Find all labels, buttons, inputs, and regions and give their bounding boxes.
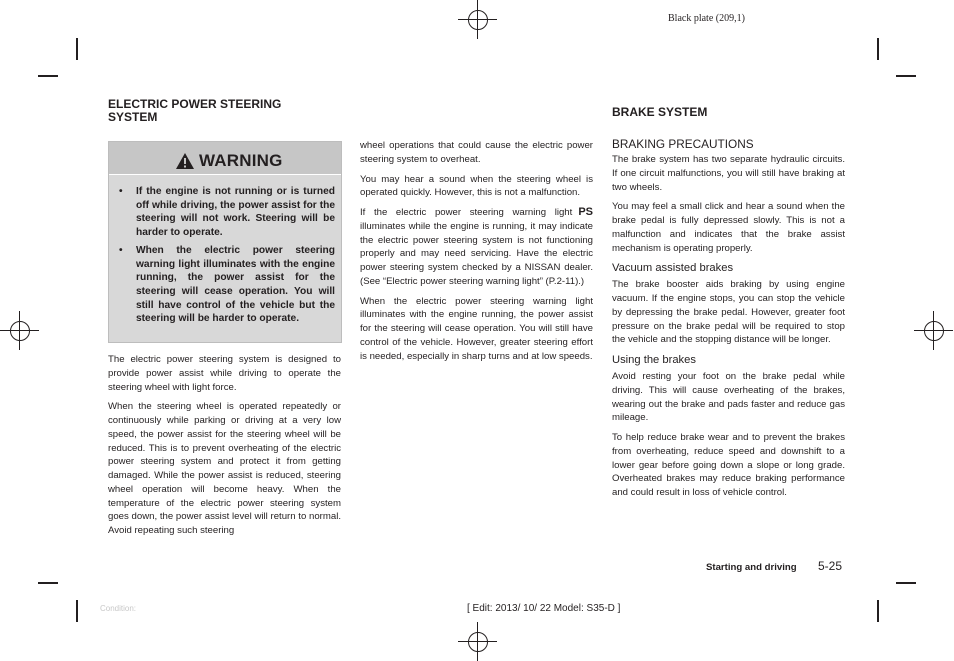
registration-mark-right [914,311,953,350]
paragraph: You may feel a small click and hear a sound when the brake pedal is fully depressed slowly. This is not a malfunction and indicates that the brake assist mechanism is operating properly. [612,201,845,254]
warning-item: • If the engine is not running or is turned off while driving, the power assist for the steering will not work. Steering will be harder to operate. [117,185,335,240]
warning-header [109,142,341,175]
paragraph: When the electric power steering warning light illuminates with the engine running, the power assist for the steering will cease operation. You will still have control of the vehicle. However, greater steering effort is needed, especially in sharp turns and at low speeds. [360,295,593,362]
eps-heading-line1: ELECTRIC POWER STEERING [108,97,282,111]
eps-heading-line2: SYSTEM [108,110,158,124]
eps-heading [108,98,348,124]
warning-box [108,141,342,343]
warning-triangle-icon [175,152,195,170]
paragraph: The brake system has two separate hydraulic circuits. If one circuit malfunctions, you will still have braking at two wheels. [612,154,845,193]
braking-precautions-heading: BRAKING PRECAUTIONS [612,137,754,151]
page-number: 5-25 [818,559,843,573]
crop-mark [76,38,78,60]
crop-mark [877,600,879,622]
paragraph: The brake booster aids braking by using engine vacuum. If the engine stops, you can stop the vehicle by depressing the brake pedal. However, greater foot pressure on the brake pedal will be required to stop the vehicle and the stopping distance will be longer. [612,279,845,346]
registration-mark-top [458,0,497,39]
right-column-body [612,137,845,506]
crop-mark [76,600,78,622]
registration-mark-left [0,311,39,350]
paragraph: The electric power steering system is designed to provide power assist while driving to operate the steering wheel with light force. [108,354,341,393]
footer-section-title: Starting and driving [706,562,797,573]
paragraph: To help reduce brake wear and to prevent the brakes from overheating, reduce speed and downshift to a lower gear before going down a slope or long grade. Overheated brakes may reduce braking performance and could result in loss of vehicle control. [612,432,845,498]
vacuum-brakes-heading: Vacuum assisted brakes [612,262,734,275]
paragraph: When the steering wheel is operated repeatedly or continuously while parking or driving at a very low speed, the power assist for the steering wheel will be reduced. This is to prevent overheating of the electric power steering system and protect it from getting damaged. While the power assist is reduced, steering wheel operation will become heavy. When the temperature of the electric power steering system goes down, the power assist level will return to normal. Avoid repeating such steering [108,401,341,536]
crop-mark [38,75,58,77]
registration-mark-bottom [458,622,497,661]
warning-title: WARNING [199,151,283,170]
left-column-body [108,353,341,544]
warning-item: • When the electric power steering warning light illuminates with the engine running, the power assist for the steering will cease operation. You will still have control of the vehicle but the steering will be harder to operate. [117,244,335,326]
paragraph: Avoid resting your foot on the brake pedal while driving. This will cause overheating of the brakes, wearing out the brake and pads faster and reduce gas mileage. [612,371,845,424]
warning-list [117,185,335,330]
condition-label: Condition: [100,604,137,613]
paragraph [360,206,593,289]
paragraph: wheel operations that could cause the electric power steering system to overheat. [360,140,593,165]
crop-mark [877,38,879,60]
crop-mark [896,582,916,584]
crop-mark [896,75,916,77]
paragraph-text: If the electric power steering warning light illuminates while the engine is running, it may indicate the electric power steering system is not functioning properly and may need servicing. Have the electric power steering system checked by a NISSAN dealer. (See “Electric power steering warning light” (P.2-11).) [360,207,593,287]
using-brakes-heading: Using the brakes [612,354,696,366]
crop-mark [38,582,58,584]
edit-info: [ Edit: 2013/ 10/ 22 Model: S35-D ] [467,603,621,614]
power-steering-warning-icon: PS [578,206,593,218]
brake-system-heading: BRAKE SYSTEM [612,105,708,119]
paragraph: You may hear a sound when the steering wheel is operated quickly. However, this is not a malfunction. [360,173,593,199]
middle-column-body [360,139,593,369]
plate-label: Black plate (209,1) [668,13,745,24]
